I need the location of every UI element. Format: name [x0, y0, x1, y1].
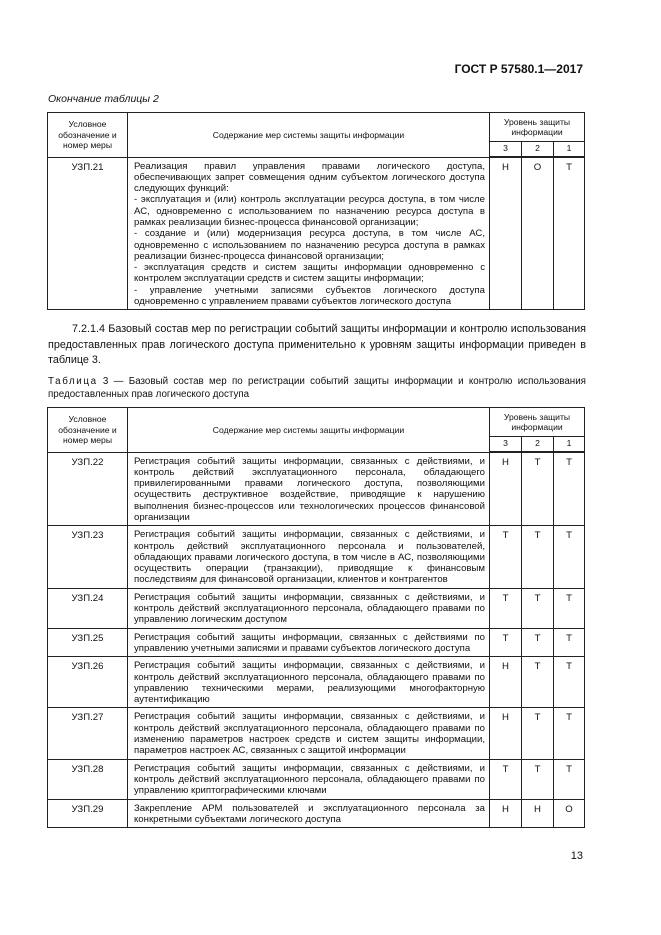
measure-content: Регистрация событий защиты информации, связанных с действиями по управлению учетными записями и правами субъектов логического доступа: [128, 628, 490, 657]
header-code: Условное обозначение и номер меры: [48, 113, 128, 158]
level-2-value: Т: [522, 588, 554, 628]
table-row: [48, 588, 585, 628]
caption-text: 3 — Базовый состав мер по регистрации событий защиты информации и контролю использования предоставленных прав логического доступа: [48, 376, 586, 400]
level-3-value: Т: [490, 628, 522, 657]
section-paragraph: 7.2.1.4 Базовый состав мер по регистрации событий защиты информации и контролю использования предоставленных прав логического доступа применительно к уровням защиты информации приведен в таблице 3.: [48, 323, 586, 366]
level-2-value: Т: [522, 452, 554, 526]
measure-code: УЗП.26: [48, 657, 128, 708]
table-row: [48, 157, 585, 310]
measure-code: УЗП.23: [48, 526, 128, 588]
table-row: [48, 452, 585, 526]
table-row: [48, 759, 585, 799]
level-1-value: Т: [554, 526, 585, 588]
level-1-value: Т: [554, 708, 585, 759]
level-3-value: Н: [490, 657, 522, 708]
header-levels: Уровень защиты информации: [490, 113, 585, 142]
level-1-value: О: [554, 799, 585, 828]
level-1-value: Т: [554, 657, 585, 708]
measure-code: УЗП.22: [48, 452, 128, 526]
measure-code: УЗП.21: [48, 157, 128, 310]
measure-content: Регистрация событий защиты информации, связанных с действиями, и контроль действий эксплуатационного персонала, обладающего правами по управлению криптографическими ключами: [128, 759, 490, 799]
level-3-value: Н: [490, 708, 522, 759]
level-3-value: Т: [490, 588, 522, 628]
header-levels: Уровень защиты информации: [490, 408, 585, 437]
level-2-value: Т: [522, 708, 554, 759]
level-3-value: Н: [490, 799, 522, 828]
measure-content: Реализация правил управления правами логического доступа, обеспечивающих запрет совмещения одним субъектом логического доступа следующих функций: - эксплуатация и (или) контроль эксплуатации ресурса доступа, в том числе АС, одновременно с использованием по назначению ресурса доступа в рамках реализации бизнес-процесса финансовой организации; - создание и (или) модернизация ресурса доступа, в том числе АС, одновременно с использованием по назначению ресурса доступа в рамках реализации бизнес-процесса финансовой организации; - эксплуатация средств и систем защиты информации одновременно с контролем эксплуатации средств и систем защиты информации; - управление учетными записями субъектов логического доступа одновременно с управлением правами субъектов логического доступа: [128, 157, 490, 310]
table-row: [48, 628, 585, 657]
level-1-value: Т: [554, 759, 585, 799]
header-level-1: 1: [554, 437, 585, 453]
measure-code: УЗП.28: [48, 759, 128, 799]
measure-content: Регистрация событий защиты информации, связанных с действиями, и контроль действий эксплуатационного персонала и пользователей, обладающих правами логического доступа, в том числе в АС, позволяющими осуществить операции (транзакции), приводящие к финансовым последствиям для финансовой организации, клиентов и контрагентов: [128, 526, 490, 588]
level-2-value: Т: [522, 657, 554, 708]
caption-word: Таблица: [48, 376, 98, 387]
measure-content: Регистрация событий защиты информации, связанных с действиями, и контроль действий эксплуатационного персонала, обладающего правами по управлению логическим доступом: [128, 588, 490, 628]
level-2-value: Т: [522, 628, 554, 657]
level-2-value: Т: [522, 759, 554, 799]
table-3: [47, 407, 585, 828]
header-level-3: 3: [490, 437, 522, 453]
level-1-value: Т: [554, 628, 585, 657]
level-3-value: Н: [490, 157, 522, 310]
measure-code: УЗП.29: [48, 799, 128, 828]
level-3-value: Т: [490, 526, 522, 588]
measure-code: УЗП.27: [48, 708, 128, 759]
measure-content: Регистрация событий защиты информации, связанных с действиями, и контроль действий эксплуатационного персонала, обладающего правами по управлению техническими мерами, реализующими многофакторную аутентификацию: [128, 657, 490, 708]
level-1-value: Т: [554, 157, 585, 310]
level-3-value: Т: [490, 759, 522, 799]
level-1-value: Т: [554, 588, 585, 628]
measure-content: Регистрация событий защиты информации, связанных с действиями, и контроль действий эксплуатационного персонала, обладающего правами по изменению параметров настроек средств и систем защиты информации, параметров настроек АС, связанных с защитой информации: [128, 708, 490, 759]
level-1-value: Т: [554, 452, 585, 526]
header-content: Содержание мер системы защиты информации: [128, 408, 490, 453]
measure-code: УЗП.25: [48, 628, 128, 657]
level-2-value: О: [522, 157, 554, 310]
header-code: Условное обозначение и номер меры: [48, 408, 128, 453]
table-row: [48, 708, 585, 759]
header-content: Содержание мер системы защиты информации: [128, 113, 490, 158]
header-level-2: 2: [522, 437, 554, 453]
document-code: ГОСТ Р 57580.1—2017: [454, 62, 583, 76]
measure-content: Закрепление АРМ пользователей и эксплуатационного персонала за конкретными субъектами логического доступа: [128, 799, 490, 828]
header-level-2: 2: [522, 142, 554, 158]
level-3-value: Н: [490, 452, 522, 526]
page-number: 13: [570, 850, 583, 862]
table-row: [48, 526, 585, 588]
header-level-3: 3: [490, 142, 522, 158]
table-3-caption: [48, 375, 586, 401]
measure-code: УЗП.24: [48, 588, 128, 628]
table-continuation-label: Окончание таблицы 2: [48, 93, 159, 105]
table-row: [48, 799, 585, 828]
level-2-value: Н: [522, 799, 554, 828]
level-2-value: Т: [522, 526, 554, 588]
table-row: [48, 657, 585, 708]
header-level-1: 1: [554, 142, 585, 158]
table-2: [47, 112, 585, 310]
measure-content: Регистрация событий защиты информации, связанных с действиями, и контроль действий эксплуатационного персонала, обладающего привилегированными правами логического доступа, позволяющими осуществить деструктивное воздействие, приводящие к нарушению выполнения бизнес-процессов или технологических процессов финансовой организации: [128, 452, 490, 526]
